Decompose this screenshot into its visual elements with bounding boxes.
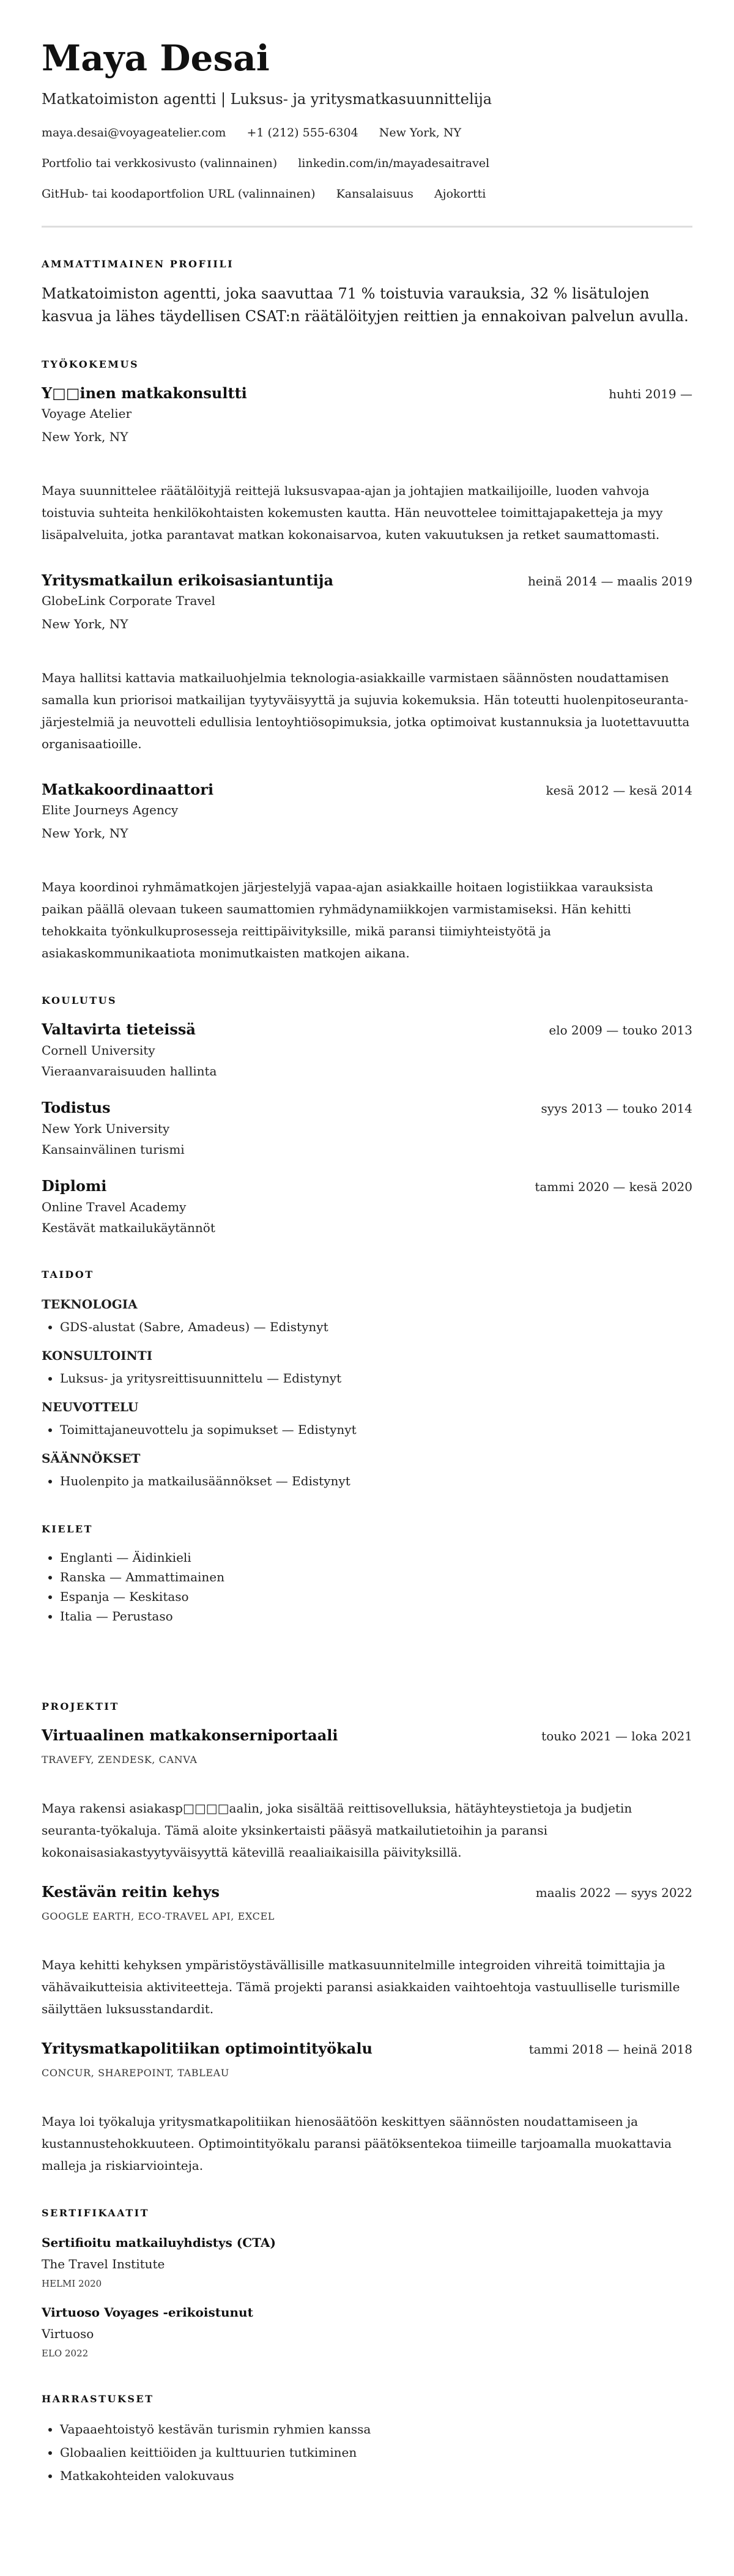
profile-section <box>42 257 692 328</box>
skill-item: • Huolenpito ja matkailusäännökset — Edistynyt <box>60 1469 692 1493</box>
contact-row <box>42 117 692 148</box>
certification-date: HELMI 2020 <box>42 2278 102 2289</box>
language-item: • Espanja — Keskitaso <box>60 1587 692 1606</box>
github-link[interactable]: GitHub- tai koodaportfolion URL (valinnainen) <box>42 187 316 201</box>
school: Cornell University <box>42 1043 155 1058</box>
certification-name: Sertifioitu matkailuyhdistys (CTA) <box>42 2235 276 2250</box>
profile-summary: Matkatoimiston agentti, joka saavuttaa 71 % toistuvia varauksia, 32 % lisätulojen kasvua ja lähes täydellisen CSAT:n räätälöityjen reittien ja ennakoivan palvelun avulla. <box>42 285 689 325</box>
header-divider <box>42 226 692 228</box>
school: Online Travel Academy <box>42 1200 187 1214</box>
job-company: GlobeLink Corporate Travel <box>42 593 215 608</box>
language-item: • Italia — Perustaso <box>60 1606 692 1626</box>
section-heading: SERTIFIKAATIT <box>42 2207 150 2219</box>
section-heading: KOULUTUS <box>42 995 117 1006</box>
education-dates: elo 2009 — touko 2013 <box>549 1023 692 1037</box>
job-location: New York, NY <box>42 617 128 631</box>
project-title: Virtuaalinen matkakonserniportaali <box>42 1726 338 1744</box>
interests-section <box>42 2392 692 2487</box>
section-heading: PROJEKTIT <box>42 1701 119 1712</box>
project-entry <box>42 2038 692 2177</box>
job-location: New York, NY <box>42 429 128 444</box>
skills-section <box>42 1268 692 1493</box>
job-company: Elite Journeys Agency <box>42 803 179 817</box>
field-of-study: Vieraanvaraisuuden hallinta <box>42 1064 217 1078</box>
skill-category: NEUVOTTELU <box>42 1400 139 1414</box>
citizenship: Kansalaisuus <box>336 187 413 201</box>
candidate-title: Matkatoimiston agentti | Luksus- ja yritysmatkasuunnittelija <box>42 91 492 108</box>
job-title: Yritysmatkailun erikoisasiantuntija <box>42 571 334 589</box>
project-dates: tammi 2018 — heinä 2018 <box>528 2042 692 2057</box>
job-title: Y□□inen matkakonsultti <box>42 384 247 402</box>
section-heading: TAIDOT <box>42 1269 94 1280</box>
projects-section <box>42 1699 692 2177</box>
project-entry <box>42 1725 692 1863</box>
job-entry <box>42 383 692 546</box>
job-dates: kesä 2012 — kesä 2014 <box>546 783 692 798</box>
skill-item: • Toimittajaneuvottelu ja sopimukset — Edistynyt <box>60 1418 692 1441</box>
certification-date: ELO 2022 <box>42 2348 89 2359</box>
education-entry <box>42 1097 692 1160</box>
education-dates: syys 2013 — touko 2014 <box>541 1101 692 1116</box>
project-dates: touko 2021 — loka 2021 <box>541 1729 692 1743</box>
education-entry <box>42 1176 692 1238</box>
job-entry <box>42 779 692 964</box>
experience-section <box>42 357 692 964</box>
section-heading: HARRASTUKSET <box>42 2393 154 2405</box>
certifications-section <box>42 2206 692 2363</box>
project-tech: GOOGLE EARTH, ECO-TRAVEL API, EXCEL <box>42 1910 275 1922</box>
project-dates: maalis 2022 — syys 2022 <box>535 1885 692 1900</box>
education-dates: tammi 2020 — kesä 2020 <box>535 1179 692 1194</box>
project-title: Kestävän reitin kehys <box>42 1883 220 1901</box>
certification-entry <box>42 2232 692 2293</box>
languages-section <box>42 1522 692 1626</box>
certification-name: Virtuoso Voyages -erikoistunut <box>42 2305 253 2320</box>
project-entry <box>42 1882 692 2020</box>
portfolio-link[interactable]: Portfolio tai verkkosivusto (valinnainen) <box>42 157 278 170</box>
contact-info <box>42 117 692 209</box>
project-description: Maya kehitti kehyksen ympäristöystävällisille matkasuunnitelmille integroiden vihreitä toimittajia ja vähävaikutteisia aktiviteetteja. Tämä projekti paransi asiakkaiden vaihtoehtoja vastuulliselle turismille säilyttäen luksusstandardit. <box>42 1958 680 2016</box>
interest-item: • Matkakohteiden valokuvaus <box>60 2464 692 2487</box>
certification-issuer: The Travel Institute <box>42 2257 165 2271</box>
job-dates: huhti 2019 — <box>609 387 692 401</box>
degree: Todistus <box>42 1099 111 1116</box>
field-of-study: Kestävät matkailukäytännöt <box>42 1220 215 1235</box>
job-title: Matkakoordinaattori <box>42 781 214 798</box>
candidate-name: Maya Desai <box>42 37 270 79</box>
email-link[interactable]: maya.desai@voyageatelier.com <box>42 126 226 139</box>
job-dates: heinä 2014 — maalis 2019 <box>527 574 692 588</box>
drivers-license: Ajokortti <box>434 187 486 201</box>
degree: Valtavirta tieteissä <box>42 1020 196 1038</box>
job-description: Maya suunnittelee räätälöityjä reittejä luksusvapaa-ajan ja johtajien matkailijoille, luoden vahvoja toistuvia suhteita henkilökohtaisten kokemusten kautta. Hän neuvottelee toimittajapaketteja ja myy lisäpalveluita, jotka parantavat matkan kokonaisarvoa, kuten vakuutuksen ja retket saumattomasti. <box>42 483 663 542</box>
job-company: Voyage Atelier <box>42 406 132 421</box>
skill-category: KONSULTOINTI <box>42 1348 153 1363</box>
section-heading: KIELET <box>42 1523 93 1535</box>
contact-row <box>42 148 692 179</box>
job-entry <box>42 570 692 755</box>
project-tech: CONCUR, SHAREPOINT, TABLEAU <box>42 2067 229 2079</box>
language-item: • Ranska — Ammattimainen <box>60 1567 692 1587</box>
skill-category: TEKNOLOGIA <box>42 1297 138 1312</box>
job-description: Maya hallitsi kattavia matkailuohjelmia teknologia-asiakkaille varmistaen säännösten noudattamisen samalla kun priorisoi matkailijan tyytyväisyyttä ja sujuvia kokemuksia. Hän toteutti huolenpitoseuranta-järjestelmiä ja neuvotteli edullisia lentoyhtiösopimuksia, jotka optimoivat kustannuksia ja luotettavuutta organisaatioille. <box>42 670 690 751</box>
project-tech: TRAVEFY, ZENDESK, CANVA <box>42 1754 198 1765</box>
field-of-study: Kansainvälinen turismi <box>42 1142 185 1157</box>
certification-entry <box>42 2301 692 2363</box>
project-description: Maya loi työkaluja yritysmatkapolitiikan hienosäätöön keskittyen säännösten noudattamiseen ja kustannustehokkuuteen. Optimointityökalu paransi päätöksentekoa tiimeille tarjoamalla muokattavia malleja ja riskiarviointeja. <box>42 2114 672 2173</box>
contact-row <box>42 179 692 209</box>
location: New York, NY <box>379 126 462 139</box>
linkedin-link[interactable]: linkedin.com/in/mayadesaitravel <box>298 157 490 170</box>
section-heading: TYÖKOKEMUS <box>42 358 139 370</box>
certification-issuer: Virtuoso <box>42 2326 94 2341</box>
skill-item: • GDS-alustat (Sabre, Amadeus) — Edistynyt <box>60 1315 692 1338</box>
education-entry <box>42 1019 692 1082</box>
skill-item: • Luksus- ja yritysreittisuunnittelu — Edistynyt <box>60 1367 692 1390</box>
skill-category: SÄÄNNÖKSET <box>42 1451 141 1466</box>
interest-item: • Vapaaehtoistyö kestävän turismin ryhmien kanssa <box>60 2418 692 2441</box>
phone-number: +1 (212) 555-6304 <box>247 126 358 139</box>
job-location: New York, NY <box>42 826 128 841</box>
school: New York University <box>42 1121 170 1136</box>
language-item: • Englanti — Äidinkieli <box>60 1548 692 1567</box>
interest-item: • Globaalien keittiöiden ja kulttuurien tutkiminen <box>60 2441 692 2464</box>
project-description: Maya rakensi asiakasp□□□□aalin, joka sisältää reittisovelluksia, hätäyhteystietoja ja budjetin seuranta-työkaluja. Tämä aloite yksinkertaisti pääsyä matkailutietoihin ja paransi kokonaisasiakastyytyväisyyttä kätevillä reaaliaikaisilla päivityksillä. <box>42 1801 632 1860</box>
resume-header <box>42 38 692 209</box>
section-heading: AMMATTIMAINEN PROFIILI <box>42 258 234 270</box>
degree: Diplomi <box>42 1177 107 1195</box>
education-section <box>42 993 692 1238</box>
project-title: Yritysmatkapolitiikan optimointityökalu <box>42 2040 373 2057</box>
job-description: Maya koordinoi ryhmämatkojen järjestelyjä vapaa-ajan asiakkaille hoitaen logistiikkaa varauksista paikan päällä olevaan tukeen saumattomien ryhmädynamiikkojen varmistamiseksi. Hän kehitti tehokkaita työnkulkuprosesseja reittipäivityksille, mikä paransi tiimiyhteistyötä ja asiakaskommunikaatiota monimutkaisten matkojen aikana. <box>42 880 653 960</box>
